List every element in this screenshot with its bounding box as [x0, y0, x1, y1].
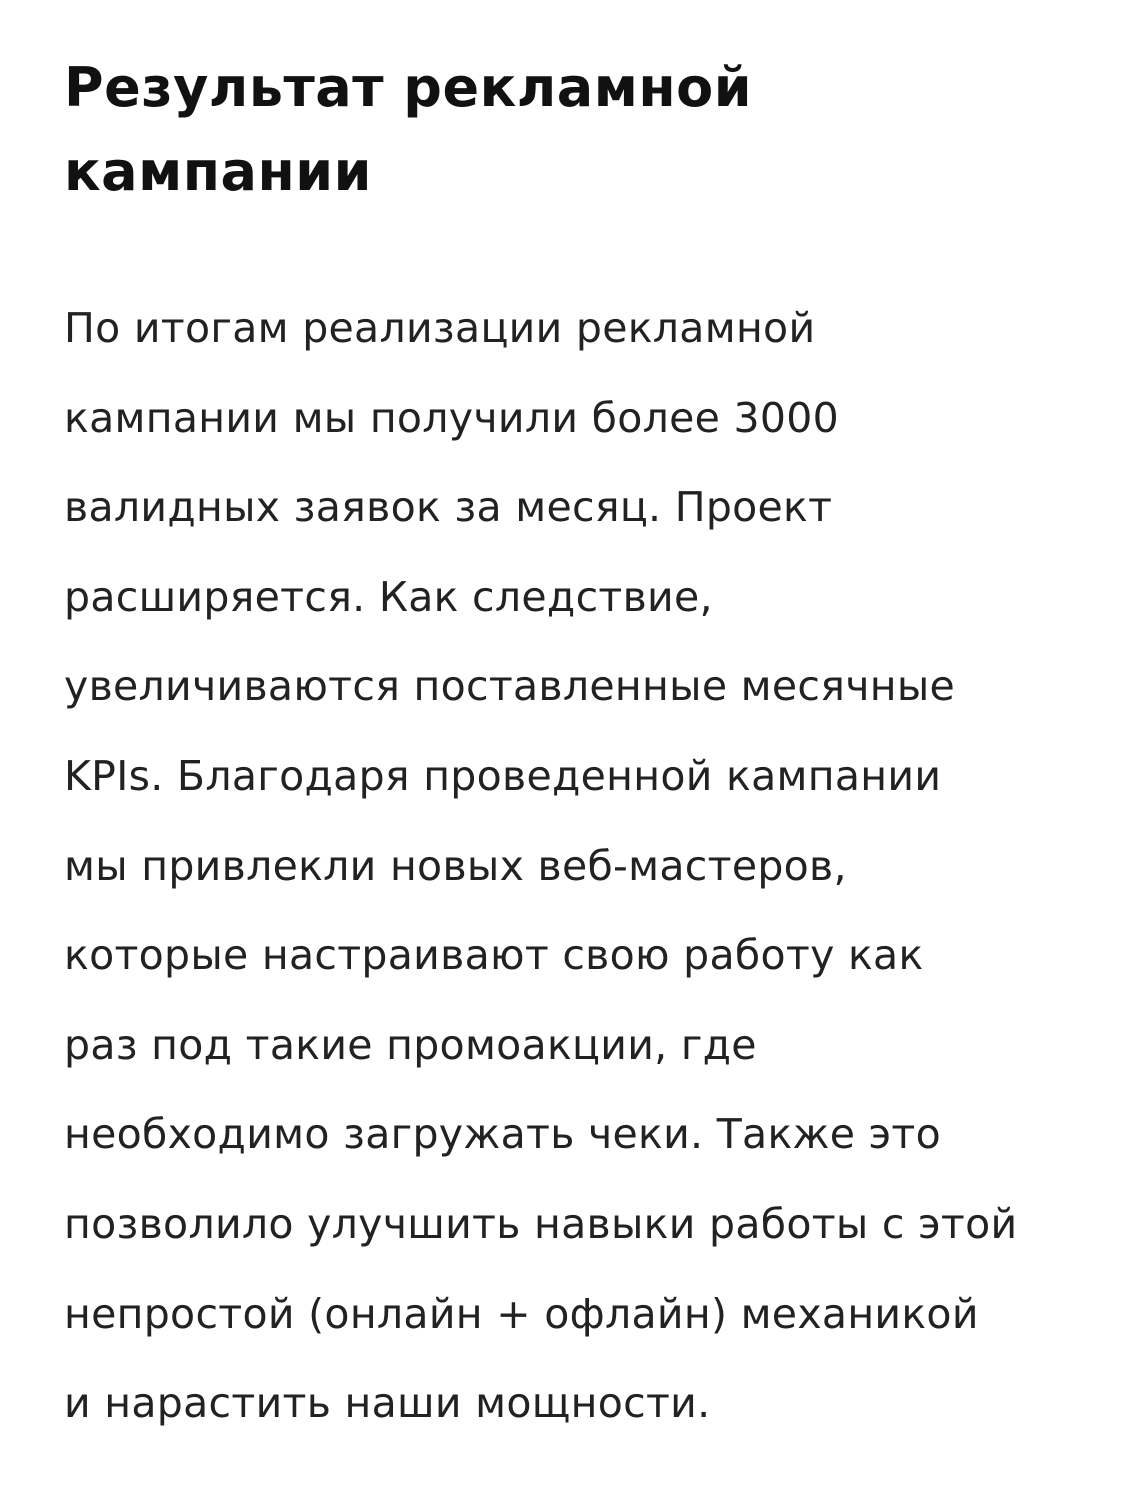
article-title: [64, 46, 752, 214]
body-line: увеличиваются поставленные месячные: [64, 662, 956, 711]
title-line: кампании: [64, 140, 372, 203]
title-line: Результат рекламной: [64, 56, 753, 119]
body-line: валидных заявок за месяц. Проект: [64, 483, 833, 532]
body-line: расширяется. Как следствие,: [64, 572, 713, 621]
body-line: необходимо загружать чеки. Также это: [64, 1110, 942, 1159]
body-line: По итогам реализации рекламной: [64, 304, 816, 352]
body-line: мы привлекли новых веб-мастеров,: [64, 841, 847, 890]
body-line: которые настраивают свою работу как: [64, 931, 924, 980]
body-line: раз под такие промоакции, где: [64, 1020, 757, 1069]
body-line: непростой (онлайн + офлайн) механикой: [64, 1289, 979, 1338]
article-body: [64, 284, 1017, 1449]
body-line: KPIs. Благодаря проведенной кампании: [64, 751, 942, 800]
body-line: и нарастить наши мощности.: [64, 1379, 711, 1428]
body-line: кампании мы получили более 3000: [64, 393, 840, 442]
body-line: позволило улучшить навыки работы с этой: [64, 1199, 1018, 1248]
